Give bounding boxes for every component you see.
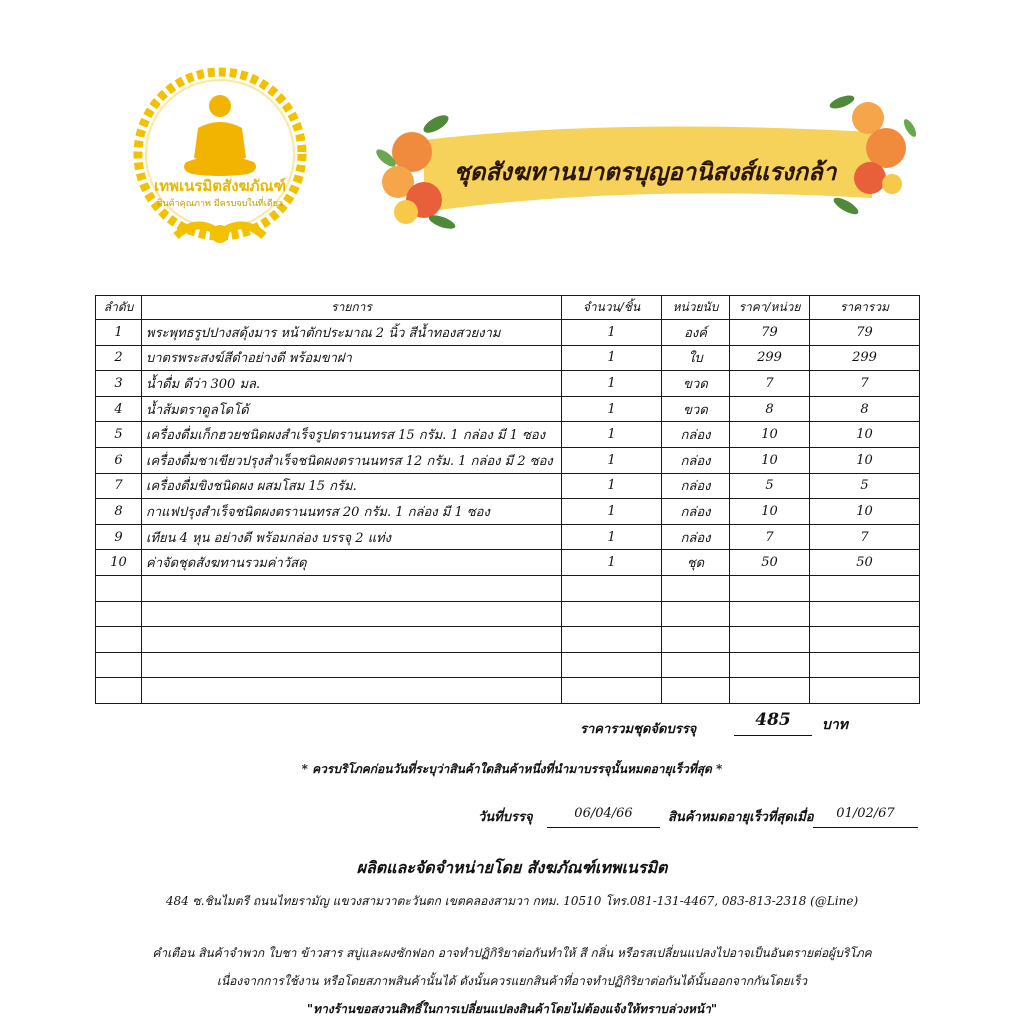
table-row (96, 499, 920, 525)
empty-cell (142, 652, 562, 678)
address-line: 484 ซ.ชินไมตรี ถนนไทยรามัญ แขวงสามวาตะวันตก เขตคลองสามวา กทม. 10510 โทร.081-131-4467, 083-813-2318 (@Line) (165, 894, 859, 908)
row-no: 5 (96, 422, 142, 448)
currency-label: บาท (822, 717, 848, 733)
empty-cell (730, 652, 810, 678)
row-no: 4 (96, 396, 142, 422)
table-row (96, 371, 920, 397)
empty-cell (662, 678, 730, 704)
row-total: 10 (810, 422, 920, 448)
row-unit: กล่อง (662, 473, 730, 499)
table-row (96, 345, 920, 371)
warning-line-2: เนื่องจากการใช้งาน หรือโดยสภาพสินค้านั้นได้ ดังนั้นควรแยกสินค้าที่อาจทำปฏิกิริยาต่อกันได้นั้นออกจากกันโดยเร็ว (216, 974, 808, 988)
empty-cell (662, 601, 730, 627)
empty-cell (662, 652, 730, 678)
table-row-empty (96, 627, 920, 653)
table-row-empty (96, 678, 920, 704)
row-unit: กล่อง (662, 422, 730, 448)
row-item: น้ำส้มตราดูลโดโด้ (142, 396, 562, 422)
empty-cell (96, 627, 142, 653)
row-no: 9 (96, 524, 142, 550)
empty-cell (730, 678, 810, 704)
header-no: ลำดับ (96, 296, 142, 320)
empty-cell (562, 575, 662, 601)
empty-cell (662, 575, 730, 601)
packed-date-value: 06/04/66 (547, 806, 660, 828)
warning-line-3: "ทางร้านขอสงวนสิทธิ์ในการเปลี่ยนแปลงสินค้าโดยไม่ต้องแจ้งให้ทราบล่วงหน้า" (306, 1002, 718, 1016)
row-total: 10 (810, 447, 920, 473)
row-qty: 1 (562, 447, 662, 473)
row-item: เทียน 4 หุน อย่างดี พร้อมกล่อง บรรจุ 2 แท่ง (142, 524, 562, 550)
row-qty: 1 (562, 396, 662, 422)
row-price: 79 (730, 320, 810, 346)
row-item: เครื่องดื่มเก็กฮวยชนิดผงสำเร็จรูปตรานนทรส 15 กรัม. 1 กล่อง มี 1 ซอง (142, 422, 562, 448)
row-no: 2 (96, 345, 142, 371)
row-item: พระพุทธรูปปางสดุ้งมาร หน้าตักประมาณ 2 นิ้ว สีน้ำทองสวยงาม (142, 320, 562, 346)
row-qty: 1 (562, 345, 662, 371)
row-price: 8 (730, 396, 810, 422)
row-item: ค่าจัดชุดสังฆทานรวมค่าวัสดุ (142, 550, 562, 576)
banner-title: ชุดสังฆทานบาตรบุญอานิสงส์แรงกล้า (453, 158, 837, 186)
rope-ring-icon (128, 66, 312, 258)
table-row (96, 550, 920, 576)
row-unit: องค์ (662, 320, 730, 346)
row-price: 7 (730, 371, 810, 397)
row-qty: 1 (562, 320, 662, 346)
header-item: รายการ (142, 296, 562, 320)
empty-cell (810, 627, 920, 653)
empty-cell (96, 678, 142, 704)
consumption-note: * ควรบริโภคก่อนวันที่ระบุว่าสินค้าใดสินค้าหนึ่งที่นำมาบรรจุนั้นหมดอายุเร็วที่สุด * (301, 762, 723, 776)
empty-cell (96, 575, 142, 601)
row-unit: ขวด (662, 371, 730, 397)
empty-cell (96, 652, 142, 678)
empty-cell (562, 652, 662, 678)
row-total: 50 (810, 550, 920, 576)
table-row (96, 320, 920, 346)
producer-line: ผลิตและจัดจำหน่ายโดย สังฆภัณฑ์เทพเนรมิต (356, 858, 668, 877)
row-price: 50 (730, 550, 810, 576)
row-item: น้ำดื่ม ดีว่า 300 มล. (142, 371, 562, 397)
row-unit: กล่อง (662, 524, 730, 550)
empty-cell (142, 678, 562, 704)
total-summary (560, 710, 920, 740)
shop-logo (128, 66, 312, 258)
empty-cell (810, 652, 920, 678)
row-price: 10 (730, 447, 810, 473)
row-total: 7 (810, 524, 920, 550)
empty-cell (662, 627, 730, 653)
total-label: ราคารวมชุดจัดบรรจุ (580, 722, 697, 737)
empty-cell (96, 601, 142, 627)
empty-cell (142, 601, 562, 627)
row-qty: 1 (562, 550, 662, 576)
empty-cell (730, 601, 810, 627)
dates-row (470, 804, 920, 830)
row-total: 79 (810, 320, 920, 346)
total-value: 485 (734, 710, 812, 736)
empty-cell (810, 678, 920, 704)
row-price: 299 (730, 345, 810, 371)
row-price: 7 (730, 524, 810, 550)
row-qty: 1 (562, 524, 662, 550)
logo-tagline: สินค้าคุณภาพ มีครบจบในที่เดียว (156, 199, 284, 209)
empty-cell (810, 575, 920, 601)
row-qty: 1 (562, 422, 662, 448)
row-unit: กล่อง (662, 447, 730, 473)
expire-date-label: สินค้าหมดอายุเร็วที่สุดเมื่อ (668, 810, 814, 825)
row-item: บาตรพระสงฆ์สีดำอย่างดี พร้อมขาฝา (142, 345, 562, 371)
empty-cell (562, 601, 662, 627)
row-qty: 1 (562, 499, 662, 525)
row-price: 10 (730, 422, 810, 448)
row-price: 5 (730, 473, 810, 499)
table-row-empty (96, 601, 920, 627)
row-price: 10 (730, 499, 810, 525)
row-unit: ใบ (662, 345, 730, 371)
header-price: ราคา/หน่วย (730, 296, 810, 320)
empty-cell (730, 627, 810, 653)
table-header-row (96, 296, 920, 320)
empty-cell (730, 575, 810, 601)
expire-date-value: 01/02/67 (813, 806, 918, 828)
header-total: ราคารวม (810, 296, 920, 320)
packed-date-label: วันที่บรรจุ (478, 810, 533, 825)
monk-icon (184, 95, 256, 176)
table-row (96, 396, 920, 422)
empty-cell (142, 575, 562, 601)
empty-cell (562, 678, 662, 704)
row-no: 1 (96, 320, 142, 346)
empty-cell (562, 627, 662, 653)
row-unit: ขวด (662, 396, 730, 422)
empty-cell (142, 627, 562, 653)
row-no: 10 (96, 550, 142, 576)
items-table (95, 295, 920, 704)
row-total: 8 (810, 396, 920, 422)
table-row (96, 422, 920, 448)
table-row (96, 524, 920, 550)
row-item: กาแฟปรุงสำเร็จชนิดผงตรานนทรส 20 กรัม. 1 กล่อง มี 1 ซอง (142, 499, 562, 525)
header-unit: หน่วยนับ (662, 296, 730, 320)
row-unit: กล่อง (662, 499, 730, 525)
table-row-empty (96, 575, 920, 601)
row-unit: ชุด (662, 550, 730, 576)
row-qty: 1 (562, 473, 662, 499)
header-qty: จำนวน/ชิ้น (562, 296, 662, 320)
row-qty: 1 (562, 371, 662, 397)
row-no: 3 (96, 371, 142, 397)
row-item: เครื่องดื่มชาเขียวปรุงสำเร็จชนิดผงตรานนทรส 12 กรัม. 1 กล่อง มี 2 ซอง (142, 447, 562, 473)
empty-cell (810, 601, 920, 627)
row-no: 7 (96, 473, 142, 499)
warning-line-1: คำเตือน สินค้าจำพวก ใบชา ข้าวสาร สบู่และผงซักฟอก อาจทำปฏิกิริยาต่อกันทำให้ สี กลิ่น หรือรสเปลี่ยนแปลงไปอาจเป็นอันตรายต่อผู้บริโภค (152, 946, 872, 960)
row-total: 7 (810, 371, 920, 397)
row-total: 10 (810, 499, 920, 525)
logo-name: เทพเนรมิตสังฆภัณฑ์ (154, 177, 286, 195)
row-total: 5 (810, 473, 920, 499)
row-item: เครื่องดื่มขิงชนิดผง ผสมโสม 15 กรัม. (142, 473, 562, 499)
table-row (96, 447, 920, 473)
table-row (96, 473, 920, 499)
row-no: 8 (96, 499, 142, 525)
table-row-empty (96, 652, 920, 678)
row-total: 299 (810, 345, 920, 371)
row-no: 6 (96, 447, 142, 473)
